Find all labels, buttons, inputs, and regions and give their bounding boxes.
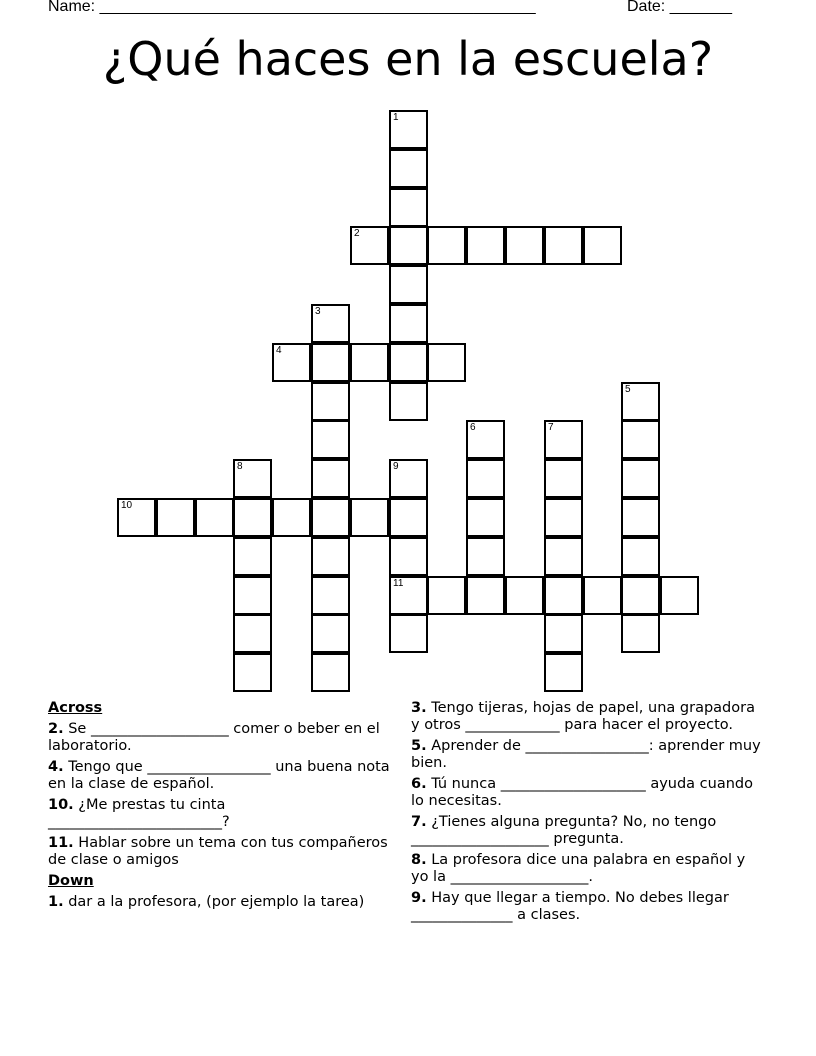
grid-cell[interactable] — [544, 498, 583, 537]
grid-cell[interactable] — [389, 188, 428, 227]
grid-cell[interactable] — [350, 226, 389, 265]
clue-number: 6. — [411, 776, 427, 792]
clue-number: 8. — [411, 852, 427, 868]
grid-cell[interactable] — [583, 576, 622, 615]
cell-number: 6 — [470, 422, 476, 433]
grid-cell[interactable] — [233, 498, 272, 537]
grid-cell[interactable] — [544, 226, 583, 265]
across-clue-4 — [48, 759, 398, 793]
grid-cell[interactable] — [389, 576, 428, 615]
cell-number: 3 — [315, 306, 321, 317]
grid-cell[interactable] — [621, 576, 660, 615]
clue-number: 1. — [48, 894, 64, 910]
clue-text: Aprender de _________________: aprender muy bien. — [411, 738, 761, 771]
grid-cell[interactable] — [350, 343, 389, 382]
grid-cell[interactable] — [272, 343, 311, 382]
cell-number: 10 — [121, 500, 133, 511]
clue-text: Se ___________________ comer o beber en el laboratorio. — [48, 721, 380, 754]
clue-number: 4. — [48, 759, 64, 775]
clue-number: 11. — [48, 835, 74, 851]
grid-cell[interactable] — [427, 226, 466, 265]
date-label: Date: — [627, 0, 666, 15]
clue-text: Tengo que _________________ una buena nota en la clase de español. — [48, 759, 390, 792]
grid-cell[interactable] — [466, 459, 505, 498]
across-heading: Across — [48, 700, 103, 716]
cell-number: 8 — [237, 461, 243, 472]
grid-cell[interactable] — [389, 382, 428, 421]
grid-cell[interactable] — [156, 498, 195, 537]
grid-cell[interactable] — [660, 576, 699, 615]
name-label: Name: — [48, 0, 96, 15]
grid-cell[interactable] — [466, 226, 505, 265]
clue-number: 9. — [411, 890, 427, 906]
grid-cell[interactable] — [427, 576, 466, 615]
clue-number: 3. — [411, 700, 427, 716]
grid-cell[interactable] — [233, 576, 272, 615]
cell-number: 9 — [393, 461, 399, 472]
grid-cell[interactable] — [389, 614, 428, 653]
cell-number: 1 — [393, 112, 399, 123]
cell-number: 7 — [548, 422, 554, 433]
grid-cell[interactable] — [389, 304, 428, 343]
clue-text: dar a la profesora, (por ejemplo la tarea) — [68, 894, 365, 910]
grid-cell[interactable] — [505, 576, 544, 615]
grid-cell[interactable] — [621, 614, 660, 653]
clue-text: ¿Tienes alguna pregunta? No, no tengo ___________________ pregunta. — [411, 814, 717, 847]
grid-cell[interactable] — [350, 498, 389, 537]
grid-cell[interactable] — [621, 420, 660, 459]
grid-cell[interactable] — [621, 498, 660, 537]
grid-cell[interactable] — [389, 343, 428, 382]
grid-cell[interactable] — [311, 459, 350, 498]
grid-cell[interactable] — [621, 382, 660, 421]
grid-cell[interactable] — [389, 537, 428, 576]
down-clue-1 — [48, 894, 398, 911]
clues-left-column — [48, 700, 398, 915]
grid-cell[interactable] — [389, 110, 428, 149]
clue-number: 7. — [411, 814, 427, 830]
grid-cell[interactable] — [311, 420, 350, 459]
down-clue-3 — [411, 700, 761, 734]
grid-cell[interactable] — [621, 459, 660, 498]
clue-number: 10. — [48, 797, 74, 813]
grid-cell[interactable] — [389, 226, 428, 265]
grid-cell[interactable] — [583, 226, 622, 265]
date-blank: _______ — [669, 0, 732, 15]
cell-number: 4 — [276, 345, 282, 356]
clue-text: Tengo tijeras, hojas de papel, una grapadora y otros _____________ para hacer el proyecto. — [411, 700, 755, 733]
grid-cell[interactable] — [311, 343, 350, 382]
grid-cell[interactable] — [311, 653, 350, 692]
across-clue-11 — [48, 835, 398, 869]
grid-cell[interactable] — [233, 459, 272, 498]
cell-number: 5 — [625, 384, 631, 395]
clue-text: Hay que llegar a tiempo. No debes llegar ______________ a clases. — [411, 890, 729, 923]
grid-cell[interactable] — [311, 304, 350, 343]
across-clue-2 — [48, 721, 398, 755]
grid-cell[interactable] — [621, 537, 660, 576]
grid-cell[interactable] — [311, 537, 350, 576]
clue-text: Hablar sobre un tema con tus compañeros de clase o amigos — [48, 835, 388, 868]
grid-cell[interactable] — [117, 498, 156, 537]
grid-cell[interactable] — [233, 653, 272, 692]
grid-cell[interactable] — [427, 343, 466, 382]
grid-cell[interactable] — [544, 614, 583, 653]
clue-number: 5. — [411, 738, 427, 754]
clues-right-column — [411, 700, 761, 928]
clue-text: Tú nunca ____________________ ayuda cuando lo necesitas. — [411, 776, 753, 809]
grid-cell[interactable] — [544, 420, 583, 459]
clue-number: 2. — [48, 721, 64, 737]
grid-cell[interactable] — [466, 576, 505, 615]
cell-number: 2 — [354, 228, 360, 239]
grid-cell[interactable] — [544, 653, 583, 692]
cell-number: 11 — [393, 578, 404, 589]
grid-cell[interactable] — [272, 498, 311, 537]
down-clue-7 — [411, 814, 761, 848]
down-clue-5 — [411, 738, 761, 772]
down-clue-8 — [411, 852, 761, 886]
across-clue-10 — [48, 797, 398, 831]
grid-cell[interactable] — [311, 382, 350, 421]
grid-cell[interactable] — [544, 459, 583, 498]
grid-cell[interactable] — [544, 537, 583, 576]
grid-cell[interactable] — [389, 459, 428, 498]
grid-cell[interactable] — [195, 498, 234, 537]
grid-cell[interactable] — [311, 498, 350, 537]
grid-cell[interactable] — [233, 614, 272, 653]
down-clue-6 — [411, 776, 761, 810]
grid-cell[interactable] — [311, 576, 350, 615]
grid-cell[interactable] — [466, 537, 505, 576]
grid-cell[interactable] — [544, 576, 583, 615]
grid-cell[interactable] — [505, 226, 544, 265]
name-blank: _________________________________________________ — [99, 0, 536, 15]
grid-cell[interactable] — [389, 265, 428, 304]
grid-cell[interactable] — [389, 498, 428, 537]
clue-text: La profesora dice una palabra en español y yo la ___________________. — [411, 852, 746, 885]
page-title: ¿Qué haces en la escuela? — [102, 32, 714, 86]
grid-cell[interactable] — [466, 420, 505, 459]
grid-cell[interactable] — [466, 498, 505, 537]
clue-text: ¿Me prestas tu cinta ________________________? — [48, 797, 230, 830]
grid-cell[interactable] — [389, 149, 428, 188]
grid-cell[interactable] — [311, 614, 350, 653]
down-heading: Down — [48, 873, 94, 889]
down-clue-9 — [411, 890, 761, 924]
grid-cell[interactable] — [233, 537, 272, 576]
